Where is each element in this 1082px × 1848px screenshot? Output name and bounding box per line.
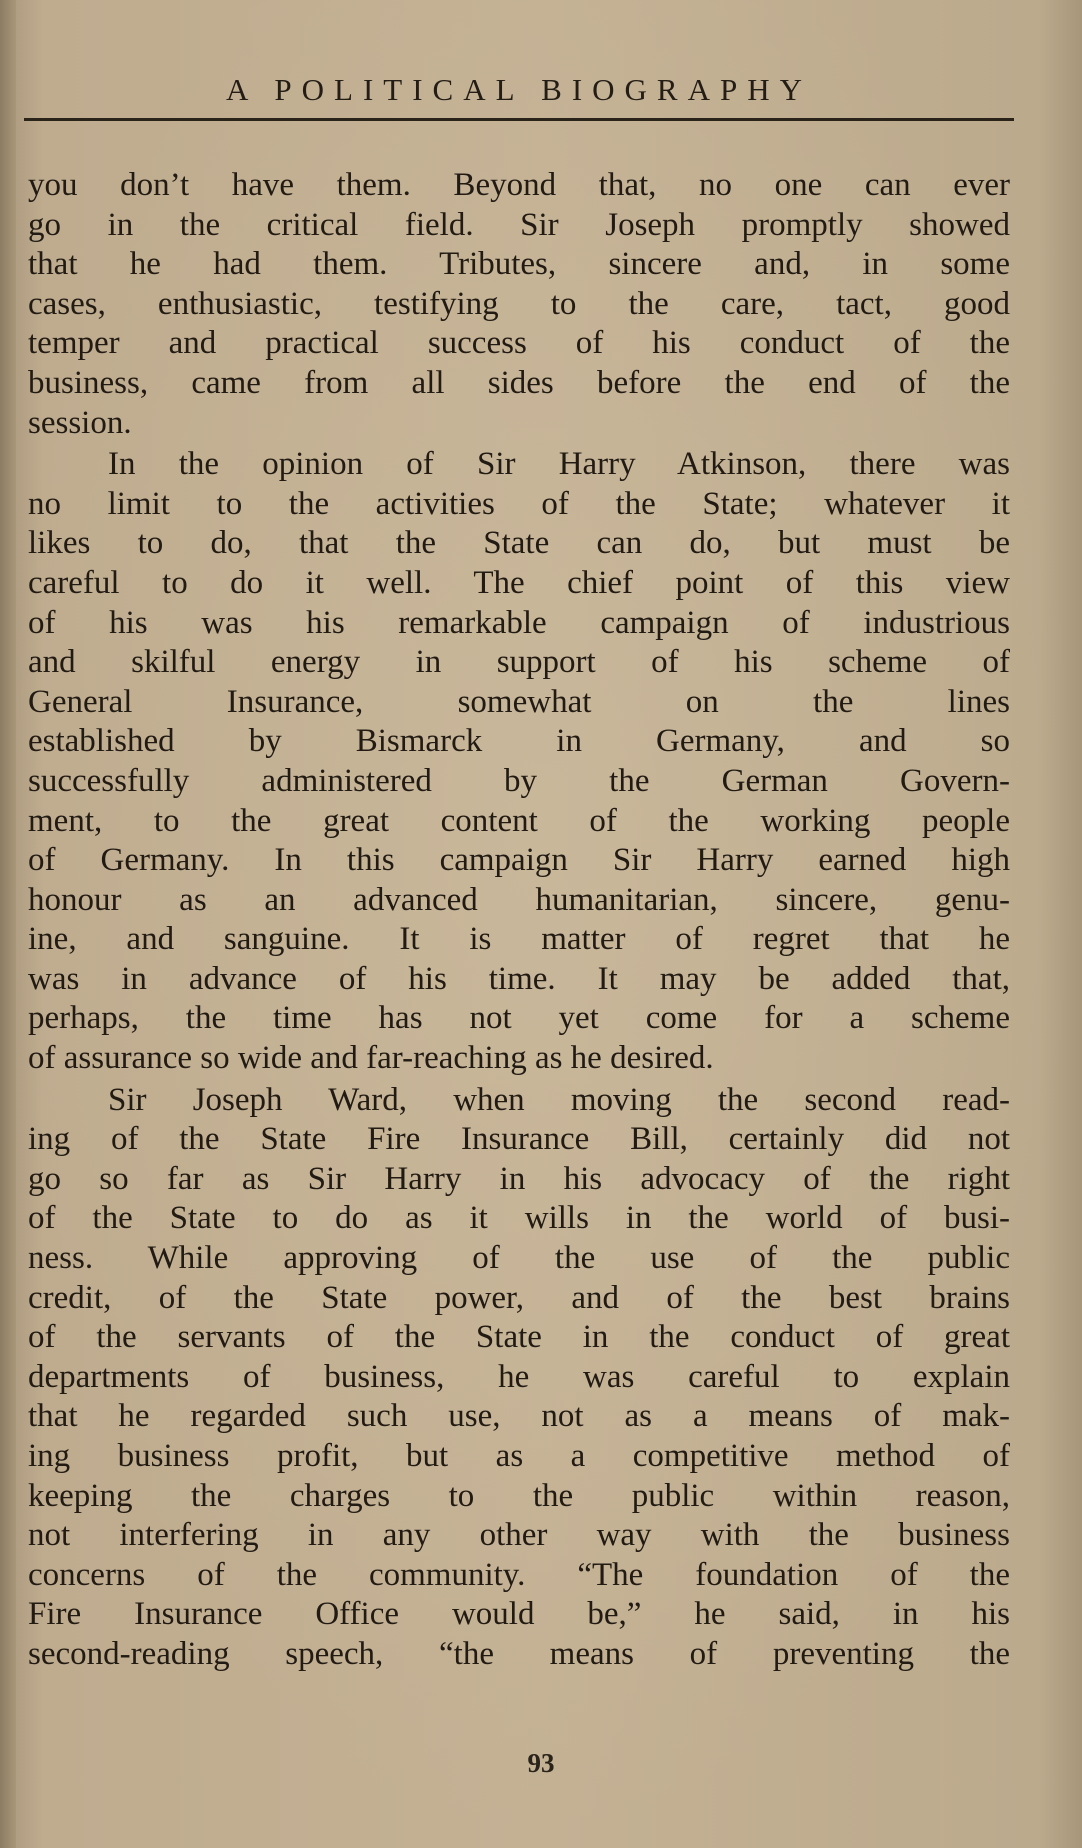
text-line: of assurance so wide and far-reaching as he desired.: [28, 1040, 714, 1077]
text-line: ing business profit, but as a competitive method of: [28, 1438, 1010, 1474]
text-line: no limit to the activities of the State; whatever it: [28, 485, 1010, 522]
text-line: ine, and sanguine. It is matter of regret that he: [28, 921, 1010, 958]
paragraph-2: [28, 445, 1010, 1079]
text-line: go so far as Sir Harry in his advocacy of the right: [28, 1160, 1010, 1197]
text-line: departments of business, he was careful to explain: [28, 1358, 1010, 1395]
text-line: that he regarded such use, not as a means of mak-: [28, 1398, 1010, 1435]
running-head: A POLITICAL BIOGRAPHY: [225, 72, 813, 107]
text-line: of the servants of the State in the conduct of great: [28, 1319, 1010, 1356]
text-line: that he had them. Tributes, sincere and, in some: [28, 246, 1010, 283]
text-line: successfully administered by the German Govern-: [28, 762, 1010, 799]
text-line: Fire Insurance Office would be,” he said, in his: [28, 1596, 1010, 1633]
text-line: concerns of the community. “The foundation of the: [28, 1556, 1010, 1593]
text-line: of Germany. In this campaign Sir Harry earned high: [28, 842, 1010, 879]
page-gutter-edge: [0, 0, 16, 1848]
text-line: of the State to do as it wills in the world of busi-: [28, 1200, 1010, 1237]
text-line: In the opinion of Sir Harry Atkinson, there was: [108, 446, 1010, 483]
text-line: ing of the State Fire Insurance Bill, certainly did not: [28, 1121, 1010, 1158]
text-line: likes to do, that the State can do, but must be: [28, 525, 1010, 562]
header-rule: [24, 118, 1014, 121]
text-line: not interfering in any other way with the business: [28, 1517, 1010, 1554]
text-line: and skilful energy in support of his scheme of: [28, 644, 1010, 681]
text-line: established by Bismarck in Germany, and so: [28, 723, 1010, 760]
text-line: go in the critical field. Sir Joseph promptly showed: [28, 206, 1010, 243]
body-text: [28, 166, 1010, 1675]
text-line: was in advance of his time. It may be added that,: [28, 960, 1010, 997]
text-line: honour as an advanced humanitarian, sincere, genu-: [28, 881, 1010, 918]
text-line: General Insurance, somewhat on the lines: [28, 683, 1010, 720]
text-line: session.: [28, 404, 132, 441]
text-line: keeping the charges to the public within reason,: [28, 1477, 1010, 1514]
text-line: of his was his remarkable campaign of industrious: [28, 604, 1010, 641]
text-line: ness. While approving of the use of the public: [28, 1240, 1010, 1277]
text-line: credit, of the State power, and of the best brains: [28, 1279, 1010, 1316]
text-line: Sir Joseph Ward, when moving the second read-: [108, 1081, 1010, 1118]
text-line: ment, to the great content of the working people: [28, 802, 1010, 839]
page-header: [24, 62, 1014, 122]
text-line: cases, enthusiastic, testifying to the care, tact, good: [28, 285, 1010, 322]
text-line: careful to do it well. The chief point of this view: [28, 564, 1010, 601]
text-line: second-reading speech, “the means of preventing the: [28, 1635, 1010, 1672]
paragraph-3: [28, 1081, 1010, 1675]
text-line: temper and practical success of his conduct of the: [28, 325, 1010, 362]
text-line: you don’t have them. Beyond that, no one can ever: [28, 167, 1010, 203]
page-number: 93: [527, 1748, 555, 1778]
text-line: perhaps, the time has not yet come for a scheme: [28, 1000, 1010, 1037]
paragraph-1: [28, 166, 1010, 443]
text-line: business, came from all sides before the end of the: [28, 364, 1010, 401]
